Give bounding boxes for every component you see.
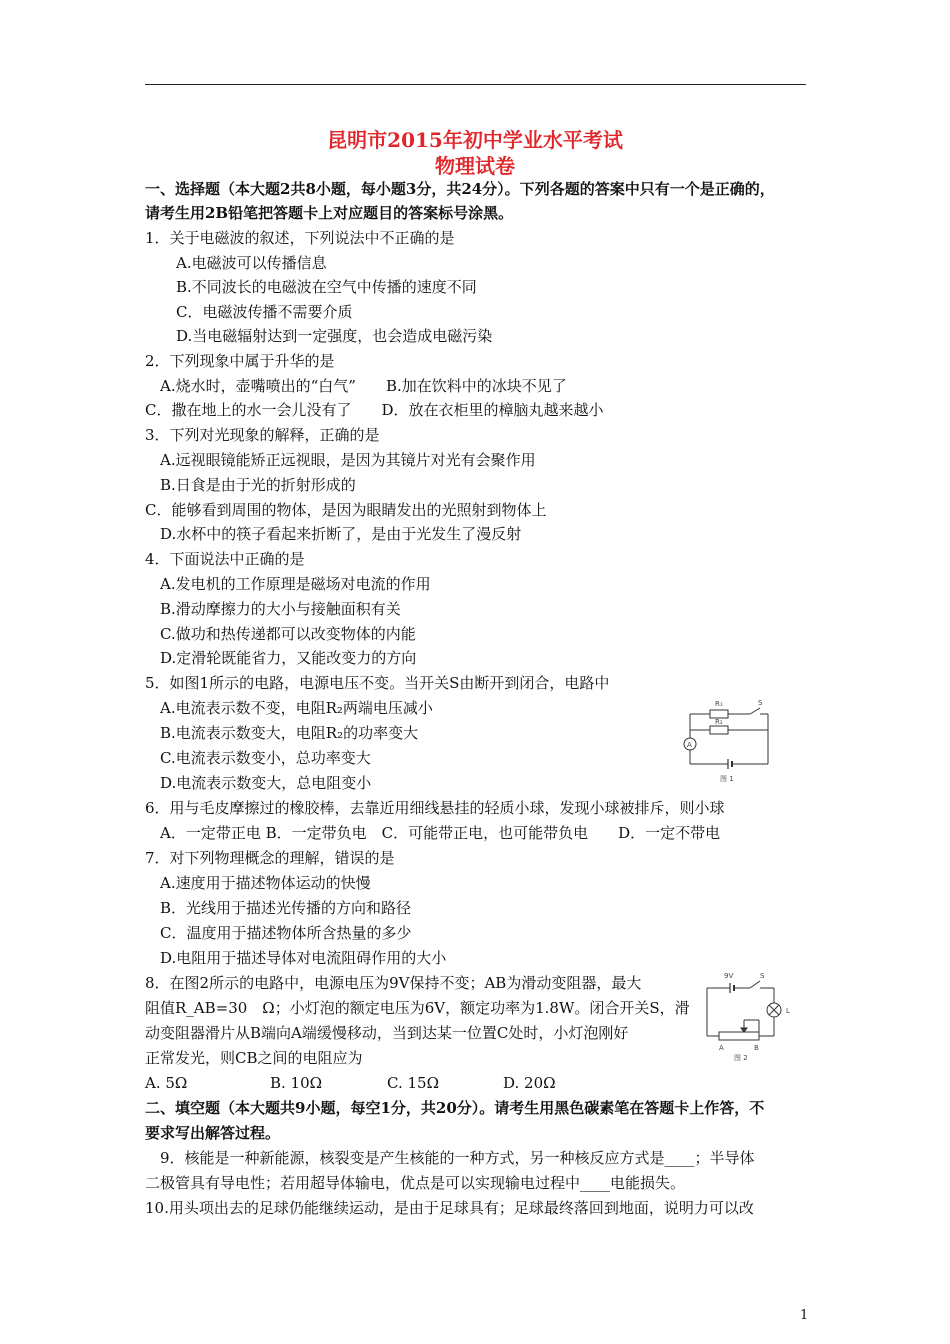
header-rule <box>145 84 806 85</box>
q2-options-ab: A.烧水时，壶嘴喷出的“白气” B.加在饮料中的冰块不见了 <box>160 377 567 395</box>
q8-line3: 动变阻器滑片从B端向A端缓慢移动，当到达某一位置C处时，小灯泡刚好 <box>145 1024 629 1042</box>
q9-line1: 9．核能是一种新能源，核裂变是产生核能的一种方式，另一种核反应方式是____；半导体 <box>160 1149 755 1167</box>
q1-option-c: C．电磁波传播不需要介质 <box>176 303 353 321</box>
q3-stem: 3．下列对光现象的解释，正确的是 <box>145 426 380 444</box>
fig1-resistor-r2 <box>710 726 728 734</box>
q8-option-c: C. 15Ω <box>387 1074 440 1092</box>
q9-line2: 二极管具有导电性；若用超导体输电，优点是可以实现输电过程中____电能损失。 <box>145 1174 686 1192</box>
q10-line1: 10.用头项出去的足球仍能继续运动，是由于足球具有；足球最终落回到地面，说明力可以改 <box>145 1199 754 1217</box>
fig2-switch-blade <box>750 981 760 988</box>
q3-option-c: C．能够看到周围的物体，是因为眼睛发出的光照射到物体上 <box>145 501 547 519</box>
q5-option-c: C.电流表示数变小，总功率变大 <box>160 749 371 767</box>
fig2-voltage-label: 9V <box>724 972 734 980</box>
q7-option-b: B．光线用于描述光传播的方向和路径 <box>160 899 412 917</box>
q3-option-a: A.远视眼镜能矫正远视眼，是因为其镜片对光有会聚作用 <box>160 451 536 469</box>
q5-option-a: A.电流表示数不变，电阻R₂两端电压减小 <box>160 699 433 717</box>
q7-option-d: D.电阻用于描述导体对电流阻碍作用的大小 <box>160 949 447 967</box>
fig1-ammeter-label: A <box>687 741 692 749</box>
q8-option-a: A. 5Ω <box>145 1074 188 1092</box>
q4-option-d: D.定滑轮既能省力，又能改变力的方向 <box>160 649 417 667</box>
fig2-caption: 图 2 <box>734 1054 748 1062</box>
fig2-end-b-label: B <box>754 1044 759 1052</box>
fig2-lamp-label: L <box>786 1007 790 1015</box>
figure-1-circuit <box>680 694 780 786</box>
fig1-switch-label: S <box>758 699 763 707</box>
q1-option-d: D.当电磁辐射达到一定强度，也会造成电磁污染 <box>176 327 493 345</box>
fig2-end-a-label: A <box>719 1044 724 1052</box>
fig2-slider-arrow <box>741 1028 747 1032</box>
q5-stem: 5．如图1所示的电路，电源电压不变。当开关S由断开到闭合，电路中 <box>145 674 610 692</box>
q8-line1: 8．在图2所示的电路中，电源电压为9V保持不变；AB为滑动变阻器，最大 <box>145 974 642 992</box>
q8-option-d: D. 20Ω <box>503 1074 556 1092</box>
q6-options: A．一定带正电 B．一定带负电 C．可能带正电，也可能带负电 D．一定不带电 <box>160 824 721 842</box>
section2-heading-line1: 二、填空题（本大题共9小题，每空1分，共20分）。请考生用黑色碳素笔在答题卡上作答，不 <box>145 1099 765 1117</box>
q5-option-b: B.电流表示数变大，电阻R₂的功率变大 <box>160 724 419 742</box>
exam-title: 昆明市2015年初中学业水平考试 <box>327 128 623 152</box>
q8-line4: 正常发光，则CB之间的电阻应为 <box>145 1049 363 1067</box>
section1-heading-line2: 请考生用2B铅笔把答题卡上对应题目的答案标号涂黑。 <box>145 204 514 222</box>
q8-option-b: B. 10Ω <box>270 1074 323 1092</box>
q6-stem: 6．用与毛皮摩擦过的橡胶棒，去靠近用细线悬挂的轻质小球，发现小球被排斥，则小球 <box>145 799 725 817</box>
section1-heading-line1: 一、选择题（本大题2共8小题，每小题3分，共24分）。下列各题的答案中只有一个是正确的， <box>145 180 775 198</box>
q7-option-a: A.速度用于描述物体运动的快慢 <box>160 874 371 892</box>
q5-option-d: D.电流表示数变大，总电阻变小 <box>160 774 372 792</box>
exam-subtitle: 物理试卷 <box>435 154 515 178</box>
q7-option-c: C．温度用于描述物体所含热量的多少 <box>160 924 412 942</box>
fig2-switch-label: S <box>760 972 765 980</box>
q1-option-a: A.电磁波可以传播信息 <box>176 254 327 272</box>
q8-line2: 阻值R_AB=30 Ω；小灯泡的额定电压为6V，额定功率为1.8W。闭合开关S，滑 <box>145 999 690 1017</box>
q2-stem: 2．下列现象中属于升华的是 <box>145 352 335 370</box>
q4-option-a: A.发电机的工作原理是磁场对电流的作用 <box>160 575 431 593</box>
section2-heading-line2: 要求写出解答过程。 <box>145 1124 281 1142</box>
fig1-r1-label: R₁ <box>715 700 723 708</box>
q3-option-b: B.日食是由于光的折射形成的 <box>160 476 356 494</box>
q7-stem: 7．对下列物理概念的理解，错误的是 <box>145 849 395 867</box>
page-number: 1 <box>800 1308 809 1323</box>
q4-stem: 4．下面说法中正确的是 <box>145 550 305 568</box>
q1-stem: 1．关于电磁波的叙述，下列说法中不正确的是 <box>145 229 455 247</box>
q4-option-c: C.做功和热传递都可以改变物体的内能 <box>160 625 416 643</box>
q1-option-b: B.不同波长的电磁波在空气中传播的速度不同 <box>176 278 477 296</box>
q3-option-d: D.水杯中的筷子看起来折断了，是由于光发生了漫反射 <box>160 525 522 543</box>
fig1-r2-label: R₂ <box>715 718 723 726</box>
q2-options-cd: C．撒在地上的水一会儿没有了 D．放在衣柜里的樟脑丸越来越小 <box>145 401 604 419</box>
fig2-rheostat <box>719 1032 759 1040</box>
figure-2-circuit <box>702 968 802 1064</box>
q4-option-b: B.滑动摩擦力的大小与接触面积有关 <box>160 600 401 618</box>
fig1-switch-blade <box>750 708 760 714</box>
fig1-caption: 图 1 <box>720 775 734 783</box>
fig1-resistor-r1 <box>710 710 728 718</box>
